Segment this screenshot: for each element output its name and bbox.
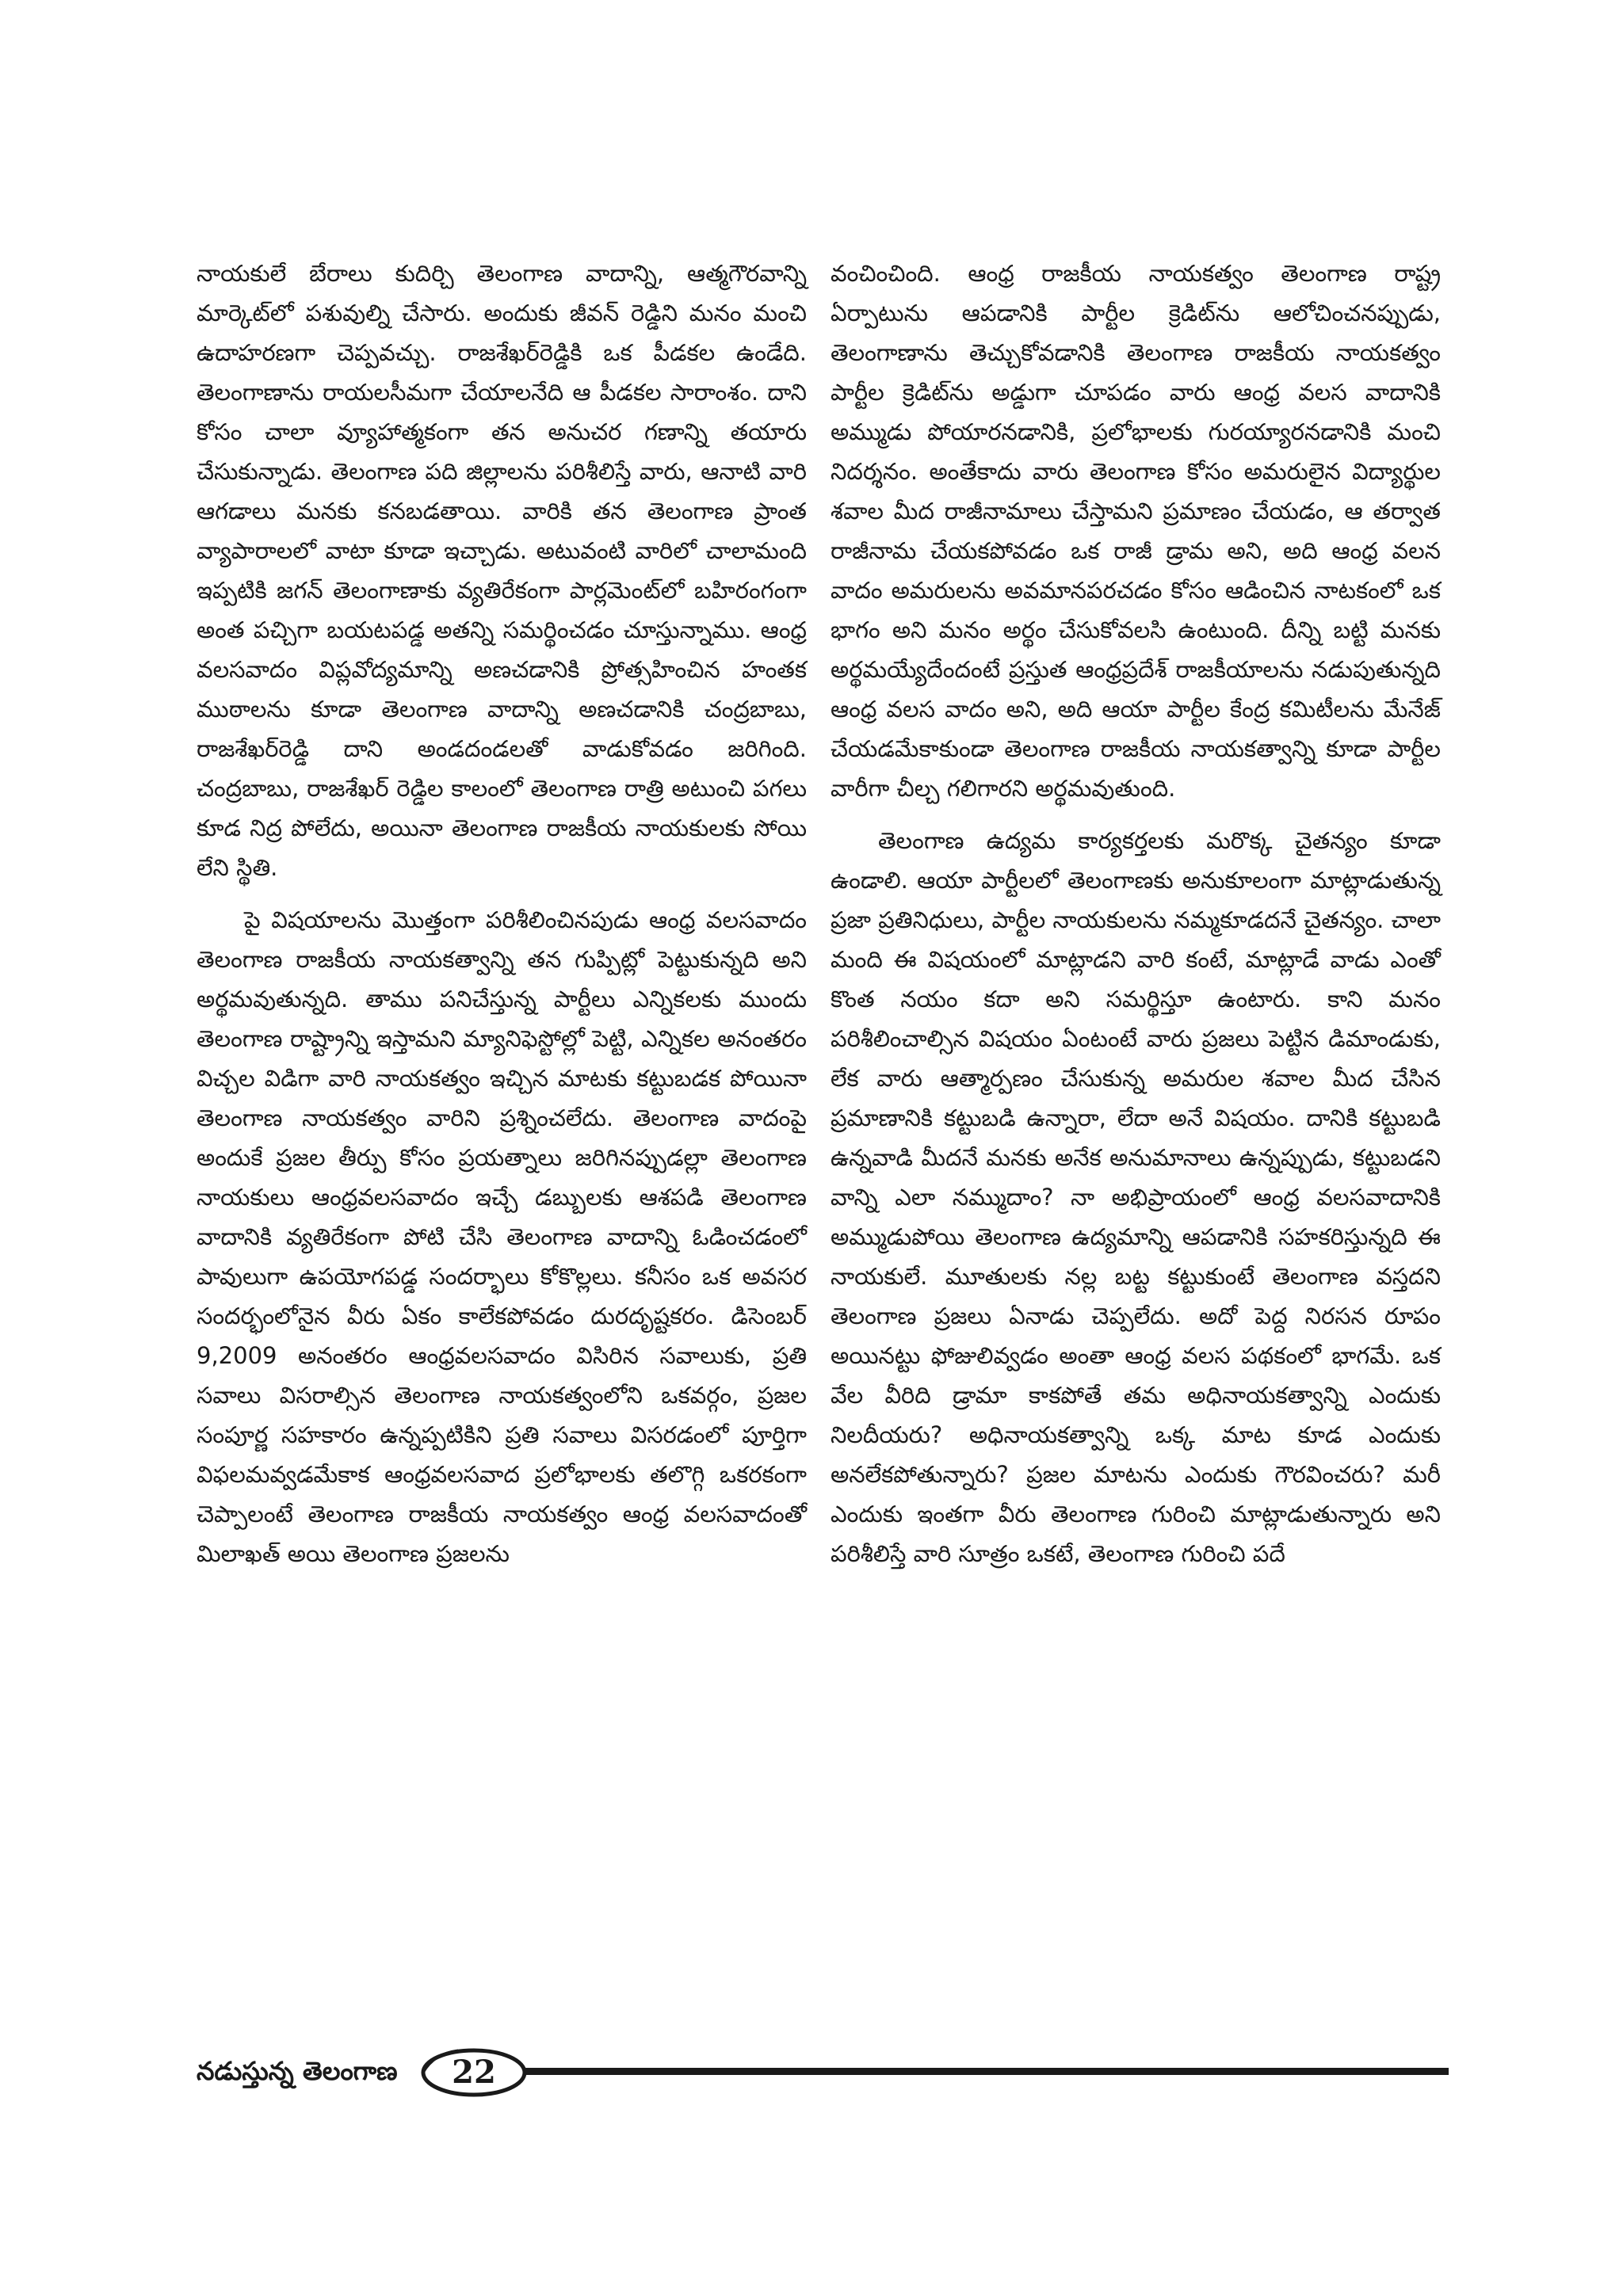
left-column <box>197 254 807 1573</box>
left-paragraph-1: నాయకులే బేరాలు కుదిర్చి తెలంగాణ వాదాన్ని, ఆత్మగౌరవాన్ని మార్కెట్‌లో పశువుల్ని చేసారు. అందుకు జీవన్ రెడ్డిని మనం మంచి ఉదాహరణగా చెప్పవచ్చు. రాజశేఖర్‌రెడ్డికి ఒక పీడకల ఉండేది. తెలంగాణాను రాయలసీమగా చేయాలనేది ఆ పీడకల సారాంశం. దాని కోసం చాలా వ్యూహాత్మకంగా తన అనుచర గణాన్ని తయారు చేసుకున్నాడు. తెలంగాణ పది జిల్లాలను పరిశీలిస్తే వారు, ఆనాటి వారి ఆగడాలు మనకు కనబడతాయి. వారికి తన తెలంగాణ ప్రాంత వ్యాపారాలలో వాటా కూడా ఇచ్చాడు. అటువంటి వారిలో చాలామంది ఇప్పటికి జగన్ తెలంగాణాకు వ్యతిరేకంగా పార్లమెంట్‌లో బహిరంగంగా అంత పచ్చిగా బయటపడ్డ అతన్ని సమర్థించడం చూస్తున్నాము. ఆంధ్ర వలసవాదం విప్లవోద్యమాన్ని అణచడానికి ప్రోత్సహించిన హంతక ముఠాలను కూడా తెలంగాణ వాదాన్ని అణచడానికి చంద్రబాబు, రాజశేఖర్‌రెడ్డి దాని అండదండలతో వాడుకోవడం జరిగింది. చంద్రబాబు, రాజశేఖర్ రెడ్డిల కాలంలో తెలంగాణ రాత్రి అటుంచి పగలు కూడ నిద్ర పోలేదు, అయినా తెలంగాణ రాజకీయ నాయకులకు సోయి లేని స్థితి. <box>197 260 807 881</box>
page-number: 22 <box>452 2054 496 2091</box>
page-footer <box>197 2046 1449 2101</box>
left-paragraph-2: పై విషయాలను మొత్తంగా పరిశీలించినపుడు ఆంధ్ర వలసవాదం తెలంగాణ రాజకీయ నాయకత్వాన్ని తన గుప్పిట్లో పెట్టుకున్నది అని అర్థమవుతున్నది. తాము పనిచేస్తున్న పార్టీలు ఎన్నికలకు ముందు తెలంగాణ రాష్ట్రాన్ని ఇస్తామని మ్యానిఫెస్టోల్లో పెట్టి, ఎన్నికల అనంతరం విచ్చల విడిగా వారి నాయకత్వం ఇచ్చిన మాటకు కట్టుబడక పోయినా తెలంగాణ నాయకత్వం వారిని ప్రశ్నించలేదు. తెలంగాణ వాదంపై అందుకే ప్రజల తీర్పు కోసం ప్రయత్నాలు జరిగినప్పుడల్లా తెలంగాణ నాయకులు ఆంధ్రవలసవాదం ఇచ్చే డబ్బులకు ఆశపడి తెలంగాణ వాదానికి వ్యతిరేకంగా పోటి చేసి తెలంగాణ వాదాన్ని ఓడించడంలో పావులుగా ఉపయోగపడ్డ సందర్భాలు కోకొల్లలు. కనీసం ఒక అవసర సందర్భంలోనైన వీరు ఏకం కాలేకపోవడం దురదృష్టకరం. డిసెంబర్ 9,2009 అనంతరం ఆంధ్రవలసవాదం విసిరిన సవాలుకు, ప్రతి సవాలు విసరాల్సిన తెలంగాణ నాయకత్వంలోని ఒకవర్గం, ప్రజల సంపూర్ణ సహకారం ఉన్నప్పటికిని ప్రతి సవాలు విసరడంలో పూర్తిగా విఫలమవ్వడమేకాక ఆంధ్రవలసవాద ప్రలోభాలకు తలొగ్గి ఒకరకంగా చెప్పాలంటే తెలంగాణ రాజకీయ నాయకత్వం ఆంధ్ర వలసవాదంతో మిలాఖత్ అయి తెలంగాణ ప్రజలను <box>197 906 807 1567</box>
magazine-title: నడుస్తున్న తెలంగాణ <box>197 2056 398 2086</box>
footer-rule-ornament <box>411 2046 1449 2101</box>
right-paragraph-1: వంచించింది. ఆంధ్ర రాజకీయ నాయకత్వం తెలంగాణ రాష్ట్ర ఏర్పాటును ఆపడానికి పార్టీల క్రెడిట్‌ను ఆలోచించనప్పుడు, తెలంగాణాను తెచ్చుకోవడానికి తెలంగాణ రాజకీయ నాయకత్వం పార్టీల క్రెడిట్‌ను అడ్డుగా చూపడం వారు ఆంధ్ర వలస వాదానికి అమ్ముడు పోయారనడానికి, ప్రలోభాలకు గురయ్యారనడానికి మంచి నిదర్శనం. అంతేకాదు వారు తెలంగాణ కోసం అమరులైన విద్యార్థుల శవాల మీద రాజీనామాలు చేస్తామని ప్రమాణం చేయడం, ఆ తర్వాత రాజీనామ చేయకపోవడం ఒక రాజీ డ్రామ అని, అది ఆంధ్ర వలన వాదం అమరులను అవమానపరచడం కోసం ఆడించిన నాటకంలో ఒక భాగం అని మనం అర్థం చేసుకోవలసి ఉంటుంది. దీన్ని బట్టి మనకు అర్థమయ్యేదేందంటే ప్రస్తుత ఆంధ్రప్రదేశ్ రాజకీయాలను నడుపుతున్నది ఆంధ్ర వలస వాదం అని, అది ఆయా పార్టీల కేంద్ర కమిటీలను మేనేజ్ చేయడమేకాకుండా తెలంగాణ రాజకీయ నాయకత్వాన్ని కూడా పార్టీల వారీగా చీల్చ గలిగారని అర్థమవుతుంది. <box>831 260 1441 802</box>
right-paragraph-2: తెలంగాణ ఉద్యమ కార్యకర్తలకు మరొక్క చైతన్యం కూడా ఉండాలి. ఆయా పార్టీలలో తెలంగాణకు అనుకూలంగా మాట్లాడుతున్న ప్రజా ప్రతినిధులు, పార్టీల నాయకులను నమ్మకూడదనే చైతన్యం. చాలా మంది ఈ విషయంలో మాట్లాడని వారి కంటే, మాట్లాడే వాడు ఎంతో కొంత నయం కదా అని సమర్థిస్తూ ఉంటారు. కాని మనం పరిశీలించాల్సిన విషయం ఏంటంటే వారు ప్రజలు పెట్టిన డిమాండుకు, లేక వారు ఆత్మార్పణం చేసుకున్న అమరుల శవాల మీద చేసిన ప్రమాణానికి కట్టుబడి ఉన్నారా, లేదా అనే విషయం. దానికి కట్టుబడి ఉన్నవాడి మీదనే మనకు అనేక అనుమానాలు ఉన్నప్పుడు, కట్టుబడని వాన్ని ఎలా నమ్ముదాం? నా అభిప్రాయంలో ఆంధ్ర వలసవాదానికి అమ్ముడుపోయి తెలంగాణ ఉద్యమాన్ని ఆపడానికి సహకరిస్తున్నది ఈ నాయకులే. మూతులకు నల్ల బట్ట కట్టుకుంటే తెలంగాణ వస్తదని తెలంగాణ ప్రజలు ఏనాడు చెప్పలేదు. అదో పెద్ద నిరసన రూపం అయినట్టు ఫోజులివ్వడం అంతా ఆంధ్ర వలస పథకంలో భాగమే. ఒక వేల వీరిది డ్రామా కాకపోతే తమ అధినాయకత్వాన్ని ఎందుకు నిలదీయరు? అధినాయకత్వాన్ని ఒక్క మాట కూడ ఎందుకు అనలేకపోతున్నారు? ప్రజల మాటను ఎందుకు గౌరవించరు? మరీ ఎందుకు ఇంతగా వీరు తెలంగాణ గురించి మాట్లాడుతున్నారు అని పరిశీలిస్తే వారి సూత్రం ఒకటే, తెలంగాణ గురించి పదే <box>831 827 1441 1567</box>
right-column <box>831 254 1441 1573</box>
